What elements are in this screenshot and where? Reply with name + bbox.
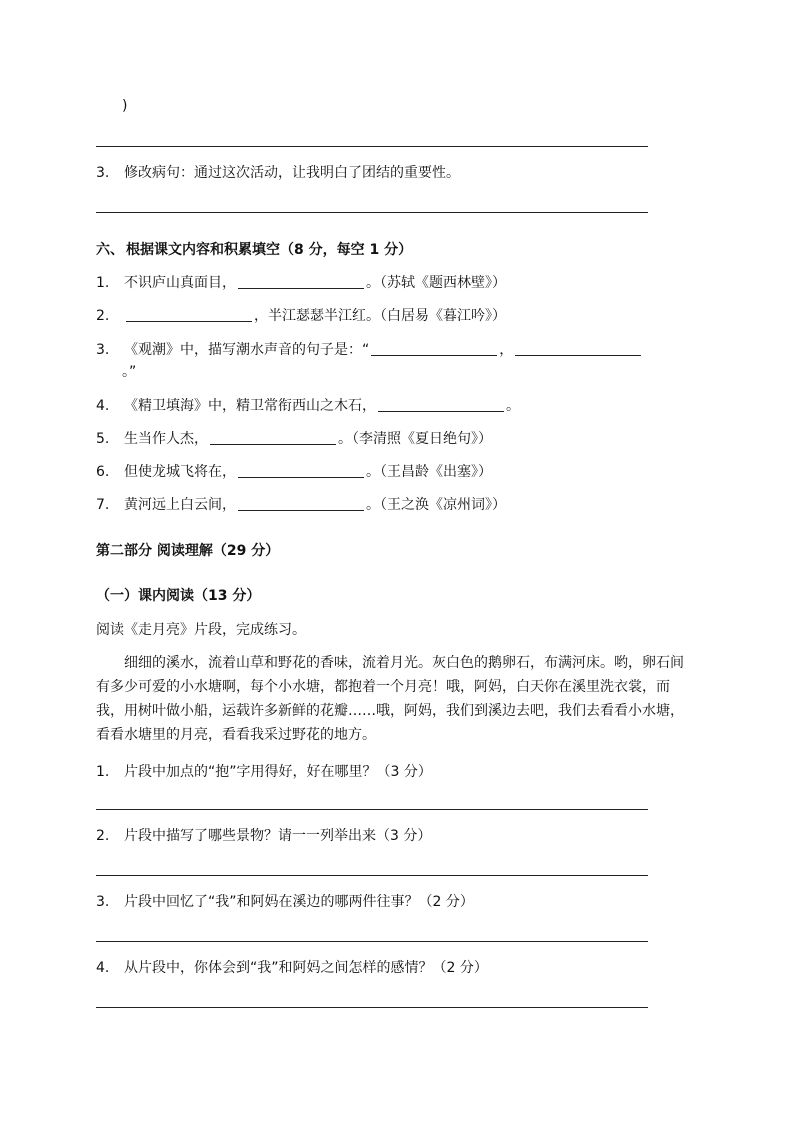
- question-number: 1.: [96, 764, 110, 780]
- reading-question: [96, 958, 488, 978]
- fill-item: [96, 306, 506, 326]
- question-number: 4.: [96, 960, 110, 976]
- item-pre: 《精卫填海》中，精卫常衔西山之木石，: [124, 398, 376, 414]
- section-number: 六、: [96, 242, 124, 258]
- fill-blank[interactable]: [371, 341, 497, 356]
- answer-line[interactable]: [96, 212, 648, 213]
- item-number: 7.: [96, 497, 110, 513]
- answer-line[interactable]: [96, 809, 648, 810]
- section-title: 根据课文内容和积累填空（8 分，每空 1 分）: [126, 242, 413, 258]
- fill-item: [96, 396, 520, 416]
- question-number: 3.: [96, 165, 110, 181]
- item-number: 2.: [96, 308, 110, 324]
- item-continuation: 。”: [122, 364, 137, 380]
- fill-item: [96, 495, 506, 515]
- reading-passage: 细细的溪水，流着山草和野花的香味，流着月光。灰白色的鹅卵石，布满河床。哟，卵石间有多少可爱的小水塘啊，每个小水塘，都抱着一个月亮！哦，阿妈，白天你在溪里洗衣裳，而我，用树叶做小船，运载许多新鲜的花瓣……哦，阿妈，我们到溪边去吧，我们去看看小水塘，看看水塘里的月亮，看看我采过野花的地方。: [96, 655, 684, 743]
- fill-blank[interactable]: [238, 274, 364, 289]
- answer-line[interactable]: [96, 941, 648, 942]
- item-post: 。（王之涣《凉州词》）: [366, 497, 506, 513]
- section-six-heading: [96, 240, 412, 260]
- item-number: 1.: [96, 275, 110, 291]
- answer-line[interactable]: [96, 146, 648, 147]
- fill-blank[interactable]: [515, 341, 641, 356]
- item-pre: 但使龙城飞将在，: [124, 464, 236, 480]
- item-post: 。（王昌龄《出塞》）: [366, 464, 492, 480]
- fill-item: [96, 340, 643, 360]
- fill-blank[interactable]: [126, 307, 252, 322]
- item-pre: 黄河远上白云间，: [124, 497, 236, 513]
- reading-question: [96, 762, 432, 782]
- fill-blank[interactable]: [238, 496, 364, 511]
- closing-paren: ): [122, 98, 128, 114]
- item-post: ，半江瑟瑟半江红。（白居易《暮江吟》）: [254, 308, 506, 324]
- question-number: 2.: [96, 828, 110, 844]
- fill-blank[interactable]: [210, 430, 336, 445]
- item-pre: 生当作人杰，: [124, 431, 208, 447]
- reading-question: [96, 826, 431, 846]
- item-post: 。（苏轼《题西林壁》）: [366, 275, 506, 291]
- fill-item: [96, 273, 506, 293]
- answer-line[interactable]: [96, 1007, 648, 1008]
- item-number: 3.: [96, 342, 110, 358]
- fill-item: [96, 462, 492, 482]
- item-mid: ，: [499, 342, 514, 358]
- item-pre: 《观潮》中，描写潮水声音的句子是：“: [124, 342, 370, 358]
- part-two-heading: 第二部分 阅读理解（29 分）: [96, 543, 280, 559]
- question-text: 片段中回忆了“我”和阿妈在溪边的哪两件往事？（2 分）: [124, 894, 474, 910]
- question-text: 从片段中，你体会到“我”和阿妈之间怎样的感情？（2 分）: [124, 960, 488, 976]
- question-edit-sentence: [96, 163, 460, 183]
- reading-question: [96, 892, 474, 912]
- reading-instruction: 阅读《走月亮》片段，完成练习。: [96, 622, 306, 638]
- item-pre: 不识庐山真面目，: [124, 275, 236, 291]
- fill-blank[interactable]: [238, 463, 364, 478]
- question-text: 片段中描写了哪些景物？请一一列举出来（3 分）: [124, 828, 432, 844]
- item-post: 。（李清照《夏日绝句》）: [338, 431, 492, 447]
- fill-item: [96, 429, 492, 449]
- item-number: 5.: [96, 431, 110, 447]
- fill-blank[interactable]: [378, 397, 504, 412]
- subsection-heading: （一）课内阅读（13 分）: [96, 588, 261, 604]
- item-number: 6.: [96, 464, 110, 480]
- answer-line[interactable]: [96, 875, 648, 876]
- question-text: 修改病句：通过这次活动，让我明白了团结的重要性。: [124, 165, 460, 181]
- item-number: 4.: [96, 398, 110, 414]
- question-text: 片段中加点的“抱”字用得好，好在哪里？（3 分）: [124, 764, 432, 780]
- question-number: 3.: [96, 894, 110, 910]
- item-post: 。: [506, 398, 520, 414]
